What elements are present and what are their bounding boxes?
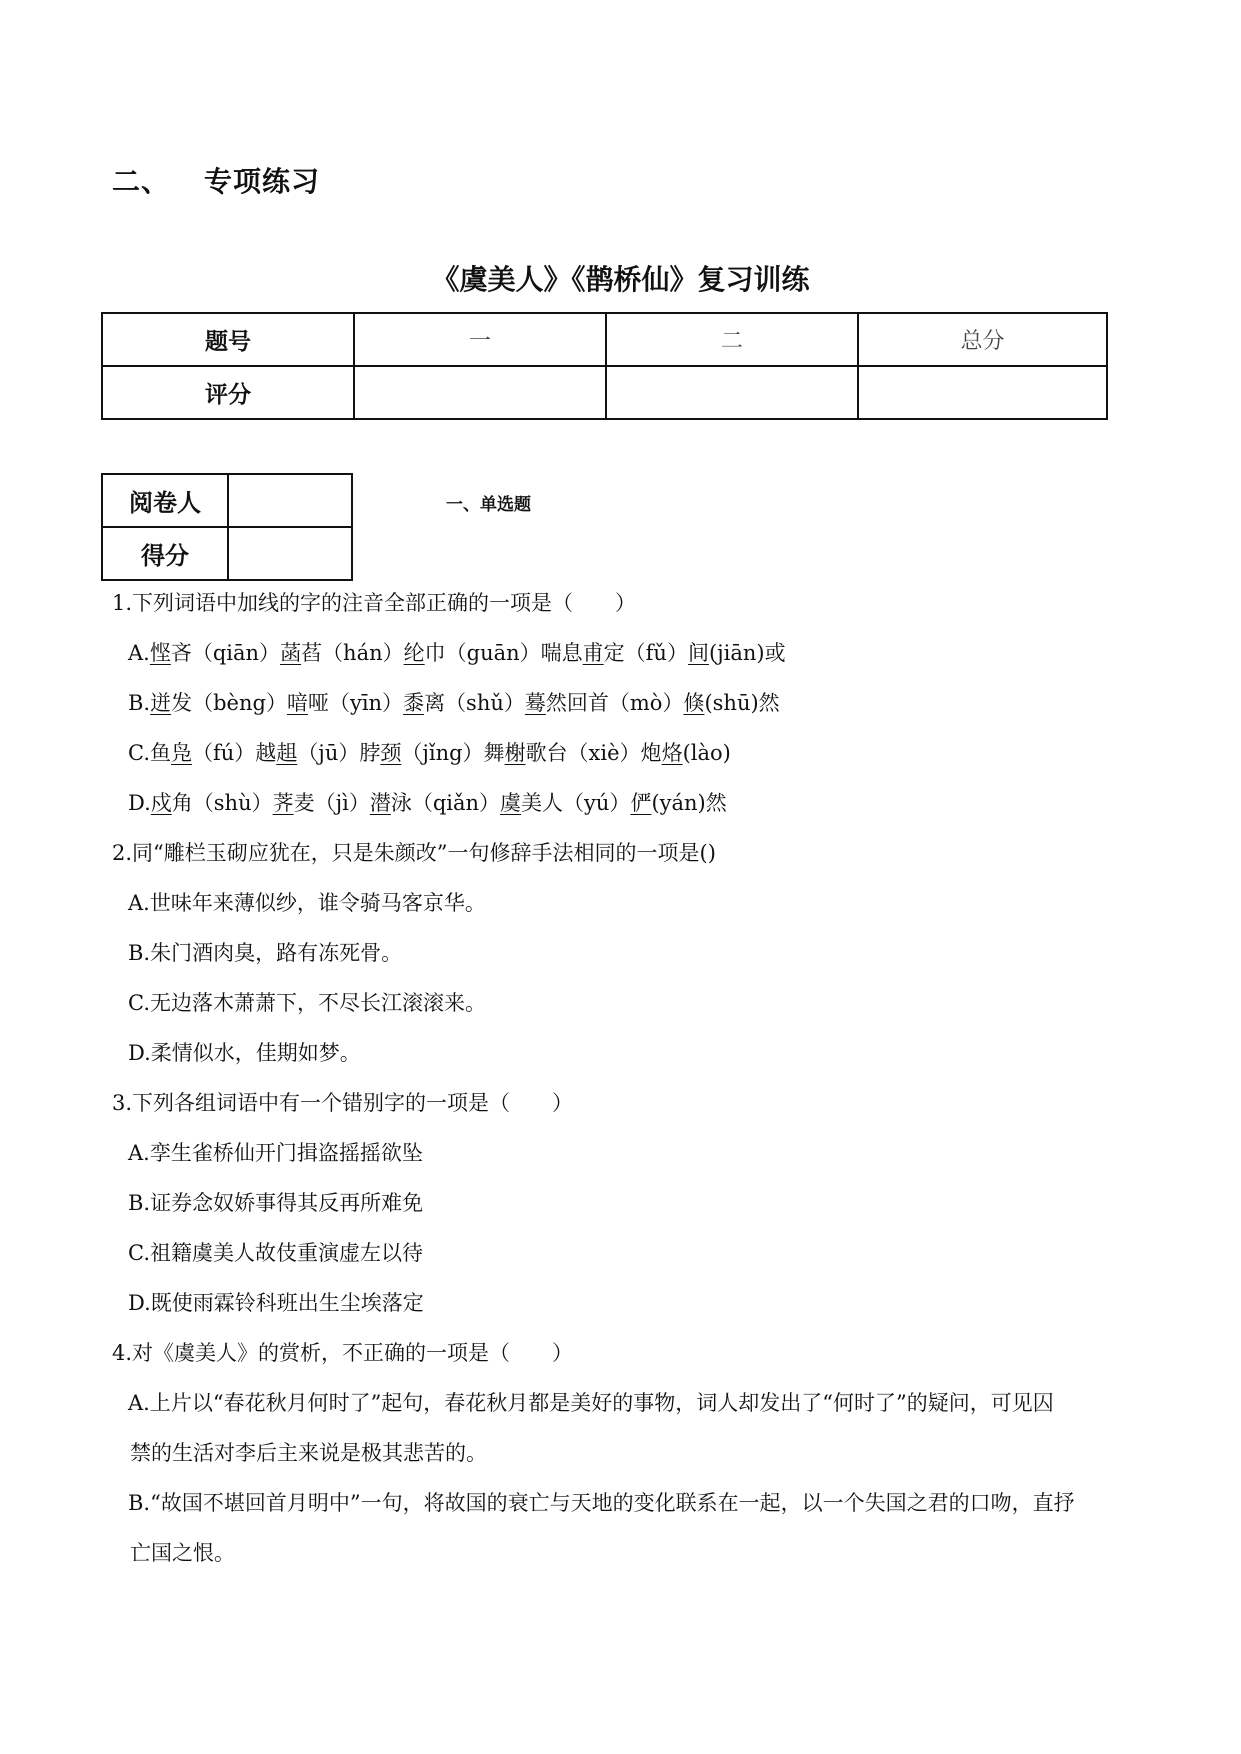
score-header-part-two: 二 [606,313,858,366]
question-2-option-c[interactable]: C.无边落木萧萧下，不尽长江滚滚来。 [128,991,486,1015]
score-header-total: 总分 [858,313,1107,366]
score-label: 得分 [102,527,228,580]
question-1-option-a[interactable] [128,638,786,668]
reviewer-label: 阅卷人 [102,474,228,527]
underlined-char: 戍 [150,791,172,815]
question-4-option-b-continued[interactable]: 亡国之恨。 [130,1541,235,1565]
option-text: 巾（guān）喘息 [424,641,583,665]
underlined-char: 甫 [582,641,604,665]
reviewer-cell[interactable] [228,474,352,527]
underlined-char: 俨 [630,791,652,815]
option-text: (lào) [682,741,731,765]
score-cell-part-two[interactable] [606,366,858,419]
option-text: 发（bèng） [171,691,287,715]
underlined-char: 倏 [683,691,705,715]
section-number: 二、 [112,165,171,198]
underlined-char: 荠 [272,791,294,815]
score-table-header-row [102,313,1107,366]
option-text: C.鱼 [128,741,171,765]
question-3-option-b[interactable]: B.证券念奴娇事得其反再所难免 [128,1191,424,1215]
option-text: 定（fǔ） [603,641,688,665]
question-4-stem: 4.对《虞美人》的赏析，不正确的一项是（ ） [112,1341,574,1365]
grader-table [101,473,353,581]
underlined-char: 颈 [380,741,402,765]
question-2-option-d[interactable]: D.柔情似水，佳期如梦。 [128,1041,361,1065]
underlined-char: 虞 [500,791,522,815]
option-text: 麦（jì） [293,791,370,815]
question-2-option-a[interactable]: A.世味年来薄似纱，谁令骑马客京华。 [128,891,486,915]
underlined-char: 纶 [403,641,425,665]
underlined-char: 烙 [661,741,683,765]
underlined-char: 喑 [286,691,308,715]
option-text: 离（shǔ） [424,691,525,715]
score-cell-part-one[interactable] [354,366,606,419]
option-text: 萏（hán） [301,641,404,665]
question-4-option-a-continued[interactable]: 禁的生活对李后主来说是极其悲苦的。 [130,1441,487,1465]
section-label: 专项练习 [204,165,321,198]
grader-row-score [102,527,352,580]
option-text: (jiān)或 [708,641,786,665]
option-text: （jū）脖 [297,741,381,765]
option-text: (shū)然 [704,691,780,715]
option-text: 吝（qiān） [170,641,281,665]
option-text: B. [128,691,151,715]
score-cell[interactable] [228,527,352,580]
underlined-char: 黍 [403,691,425,715]
option-text: A. [128,641,150,665]
option-text: （jǐng）舞 [401,741,505,765]
score-header-part-one: 一 [354,313,606,366]
question-3-stem: 3.下列各组词语中有一个错别字的一项是（ ） [112,1091,574,1115]
question-3-option-c[interactable]: C.祖籍虞美人故伎重演虚左以待 [128,1241,423,1265]
score-table-score-row [102,366,1107,419]
score-table [101,312,1108,420]
question-1-option-b[interactable] [128,688,780,718]
grader-row-reviewer [102,474,352,527]
option-text: （fú）越 [192,741,277,765]
question-3-option-d[interactable]: D.既使雨霖铃科班出生尘埃落定 [128,1291,424,1315]
underlined-char: 迸 [150,691,172,715]
underlined-char: 趄 [276,741,298,765]
question-1-option-c[interactable] [128,738,731,768]
question-2-option-b[interactable]: B.朱门酒肉臭，路有冻死骨。 [128,941,403,965]
option-text: 歌台（xiè）炮 [525,741,662,765]
option-text: 泳（qiǎn） [390,791,501,815]
option-text: D. [128,791,151,815]
underlined-char: 潜 [369,791,391,815]
option-text: 然回首（mò） [545,691,684,715]
underlined-char: 悭 [149,641,171,665]
underlined-char: 菡 [280,641,302,665]
question-4-option-a[interactable]: A.上片以“春花秋月何时了”起句，春花秋月都是美好的事物，词人却发出了“何时了”的疑问，可见囚 [128,1391,1054,1415]
underlined-char: 间 [687,641,709,665]
option-text: 哑（yīn） [307,691,404,715]
option-text: 角（shù） [171,791,273,815]
underlined-char: 凫 [171,741,192,765]
question-4-option-b[interactable]: B.“故国不堪回首月明中”一句，将故国的衰亡与天地的变化联系在一起，以一个失国之君的口吻，直抒 [128,1491,1075,1515]
underlined-char: 榭 [504,741,526,765]
part-title: 一、单选题 [446,495,531,515]
question-1-option-d[interactable] [128,788,727,818]
underlined-char: 蓦 [524,691,546,715]
document-title: 《虞美人》《鹊桥仙》复习训练 [431,263,810,296]
score-row-label: 评分 [102,366,354,419]
section-heading [112,160,320,200]
question-3-option-a[interactable]: A.孪生雀桥仙开门揖盗摇摇欲坠 [128,1141,423,1165]
score-header-question-number: 题号 [102,313,354,366]
question-2-stem: 2.同“雕栏玉砌应犹在，只是朱颜改”一句修辞手法相同的一项是() [112,841,716,865]
option-text: (yán)然 [651,791,727,815]
question-1-stem: 1.下列词语中加线的字的注音全部正确的一项是（ ） [112,591,637,615]
score-cell-total[interactable] [858,366,1107,419]
option-text: 美人（yú） [521,791,631,815]
